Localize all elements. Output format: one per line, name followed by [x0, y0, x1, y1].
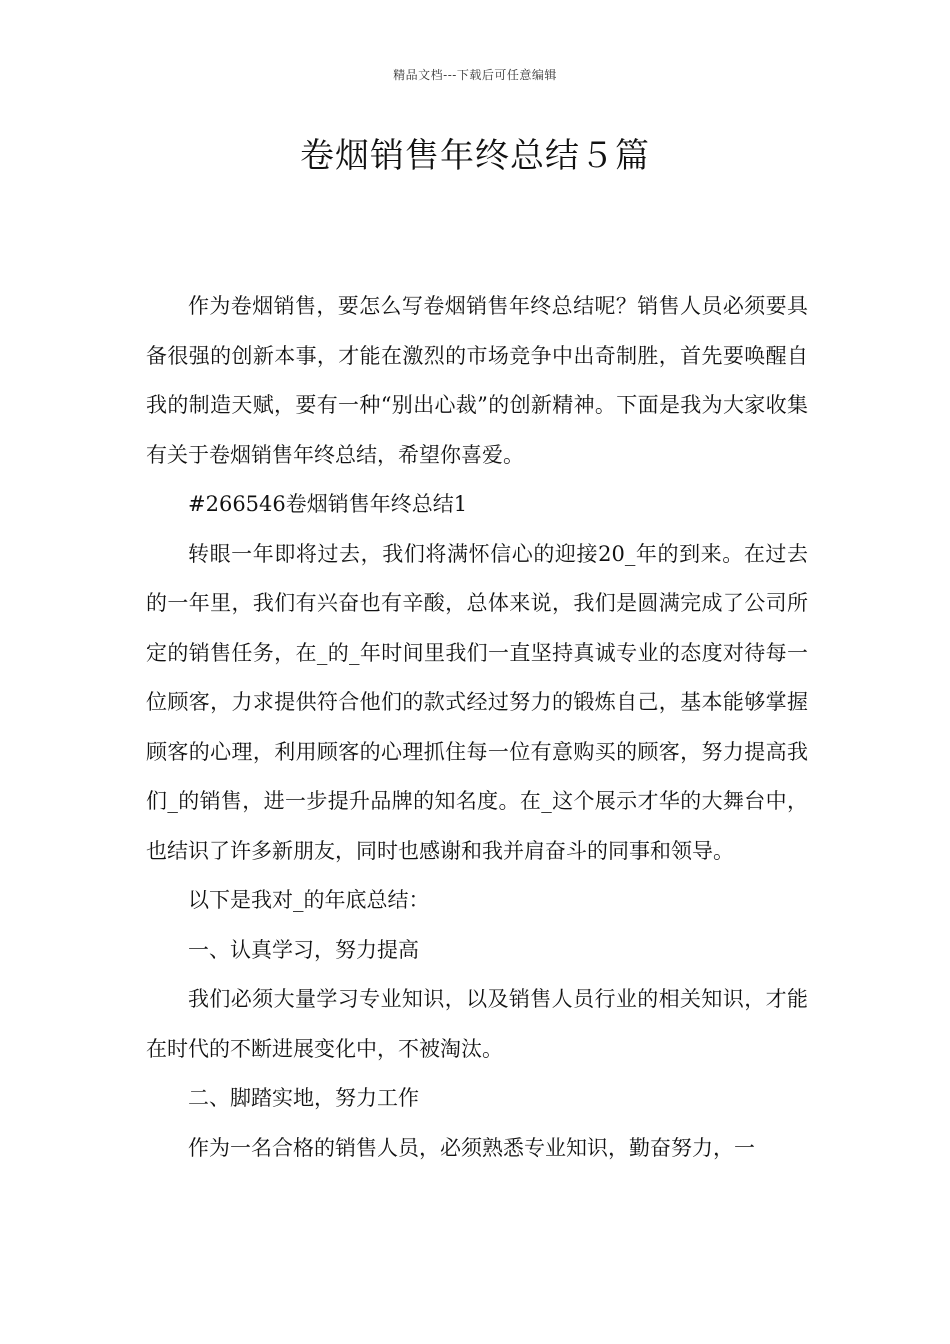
- body-paragraph: 转眼一年即将过去，我们将满怀信心的迎接20_年的到来。在过去的一年里，我们有兴奋也有辛酸，总体来说，我们是圆满完成了公司所定的销售任务，在_的_年时间里我们一直坚持真诚专业的态度对待每一位顾客，力求提供符合他们的款式经过努力的锻炼自己，基本能够掌握顾客的心理，利用顾客的心理抓住每一位有意购买的顾客，努力提高我们_的销售，进一步提升品牌的知名度。在_这个展示才华的大舞台中，也结识了许多新朋友，同时也感谢和我并肩奋斗的同事和领导。: [146, 541, 808, 863]
- body-paragraph: 作为一名合格的销售人员，必须熟悉专业知识，勤奋努力，一: [188, 1135, 755, 1160]
- body-paragraph: 以下是我对_的年底总结：: [188, 888, 430, 912]
- document-body: [146, 282, 808, 1173]
- subheading: 二、脚踏实地，努力工作: [188, 1086, 419, 1110]
- body-paragraph: 我们必须大量学习专业知识，以及销售人员行业的相关知识，才能在时代的不断进展变化中，不被淘汰。: [146, 987, 808, 1061]
- intro-paragraph: 作为卷烟销售，要怎么写卷烟销售年终总结呢？销售人员必须要具备很强的创新本事，才能在激烈的市场竞争中出奇制胜，首先要唤醒自我的制造天赋，要有一种“别出心裁”的创新精神。下面是我为大家收集有关于卷烟销售年终总结，希望你喜爱。: [146, 294, 808, 467]
- section-heading: #266546卷烟销售年终总结1: [188, 492, 468, 516]
- header-note: 精品文档---下载后可任意编辑: [393, 68, 557, 82]
- subheading: 一、认真学习，努力提高: [188, 937, 419, 962]
- document-title: 卷烟销售年终总结５篇: [300, 136, 650, 176]
